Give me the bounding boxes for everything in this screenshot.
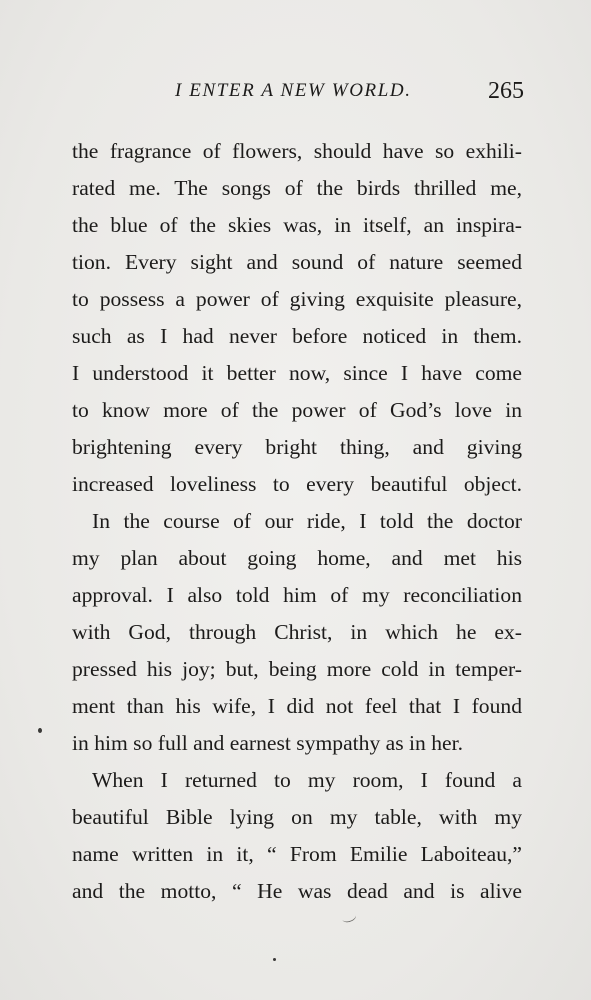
running-title: I ENTER A NEW WORLD. bbox=[175, 80, 412, 101]
text-line: tion. Every sight and sound of nature seemed bbox=[72, 250, 522, 274]
text-line: In the course of our ride, I told the doctor bbox=[92, 509, 522, 533]
text-line: to know more of the power of God’s love in bbox=[72, 398, 522, 422]
text-line: I understood it better now, since I have come bbox=[72, 361, 522, 385]
pencil-mark bbox=[341, 911, 357, 924]
text-line: such as I had never before noticed in them. bbox=[72, 324, 522, 348]
text-line: brightening every bright thing, and giving bbox=[72, 435, 522, 459]
ink-speck bbox=[38, 728, 42, 733]
text-line: and the motto, “ He was dead and is alive bbox=[72, 879, 522, 903]
text-line: pressed his joy; but, being more cold in temper- bbox=[72, 657, 522, 681]
text-line: my plan about going home, and met his bbox=[72, 546, 522, 570]
page-number: 265 bbox=[488, 78, 524, 104]
text-line: increased loveliness to every beautiful object. bbox=[72, 472, 522, 496]
text-line: to possess a power of giving exquisite pleasure, bbox=[72, 287, 522, 311]
text-line: in him so full and earnest sympathy as in her. bbox=[72, 731, 464, 755]
text-line: beautiful Bible lying on my table, with my bbox=[72, 805, 522, 829]
text-line: ment than his wife, I did not feel that I found bbox=[72, 694, 522, 718]
running-head bbox=[0, 78, 591, 110]
text-line: with God, through Christ, in which he ex- bbox=[72, 620, 522, 644]
text-line: name written in it, “ From Emilie Laboiteau,” bbox=[72, 842, 522, 866]
ink-speck bbox=[273, 958, 276, 961]
text-line: the fragrance of flowers, should have so exhili- bbox=[72, 139, 522, 163]
text-line: When I returned to my room, I found a bbox=[92, 768, 522, 792]
body-text bbox=[72, 133, 522, 910]
text-line: approval. I also told him of my reconciliation bbox=[72, 583, 522, 607]
text-line: the blue of the skies was, in itself, an inspira- bbox=[72, 213, 522, 237]
text-line: rated me. The songs of the birds thrilled me, bbox=[72, 176, 522, 200]
